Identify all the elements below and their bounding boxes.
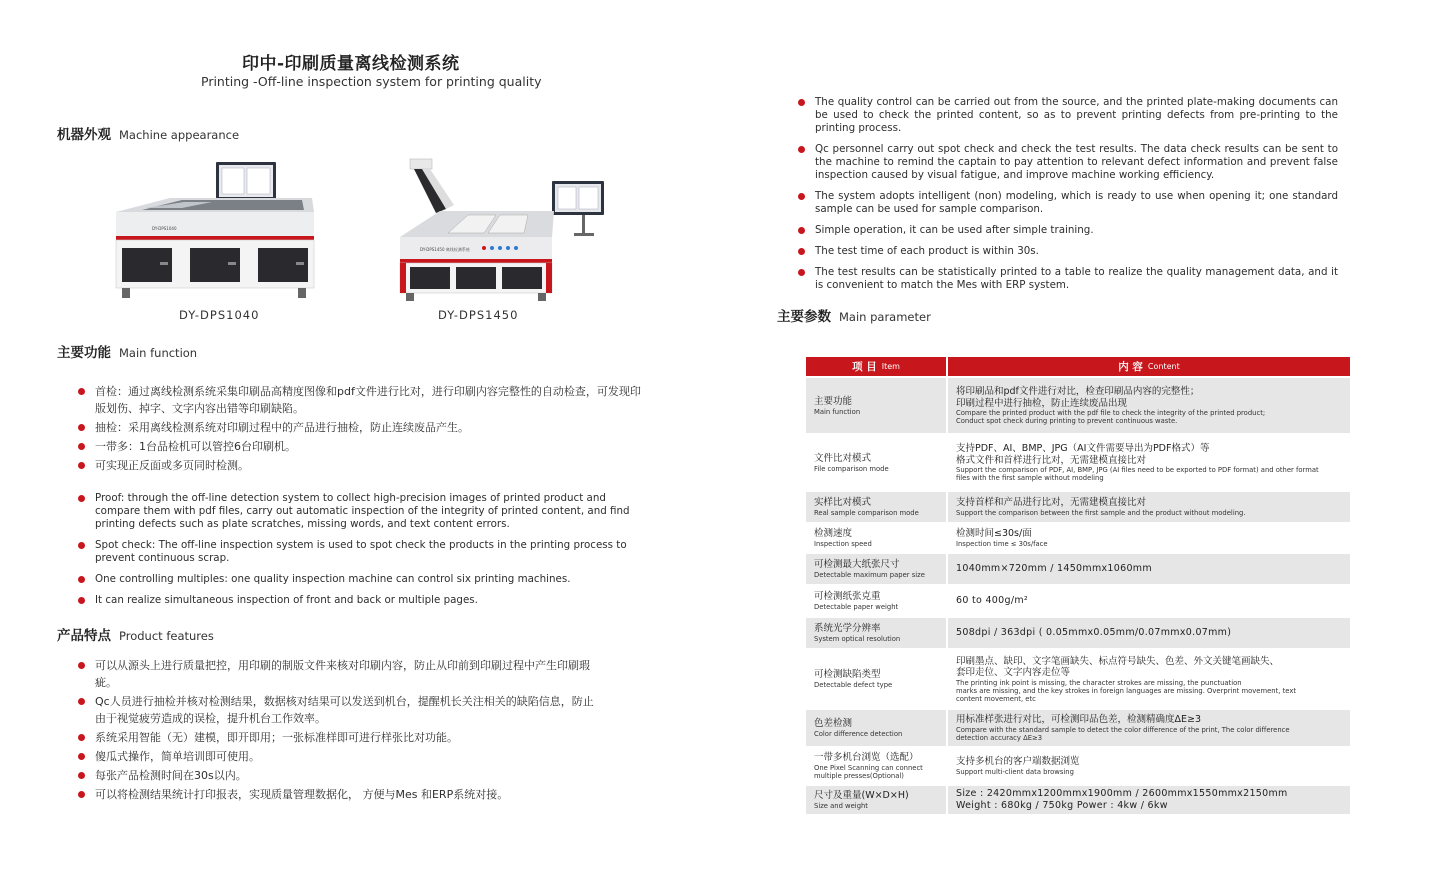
param-value-en: detection accuracy ΔE≥3 bbox=[956, 733, 1043, 742]
param-value-cn: 用标准样张进行对比，可检测印品色差，检测精确度ΔE≥3 bbox=[956, 714, 1202, 726]
param-value-cn: 检测时间≤30s/面 bbox=[956, 528, 1032, 540]
param-value-cell bbox=[948, 748, 1350, 784]
param-value-cn: 支持PDF、AI、BMP、JPG（AI文件需要导出为PDF格式）等 bbox=[956, 443, 1210, 454]
param-value-cell bbox=[948, 786, 1350, 814]
param-label-en: Size and weight bbox=[814, 802, 868, 810]
param-value-en: Support multi-client data browsing bbox=[956, 767, 1074, 776]
param-label-en: Color difference detection bbox=[814, 730, 903, 738]
param-label-cell bbox=[806, 554, 946, 584]
param-value-cn: 印刷墨点、缺印、文字笔画缺失、标点符号缺失、色差、外文关键笔画缺失、 bbox=[956, 655, 1280, 667]
section-heading-en: Main function bbox=[119, 346, 198, 360]
list-item: Proof: through the off-line detection system to collect high-precision images of printed product and compare them with pdf files, carry out automatic inspection of the integrity of printed content, and find printing defects such as plate scratches, missing words, and text content errors. bbox=[78, 492, 642, 531]
param-label-cn: 尺寸及重量(W×D×H) bbox=[814, 790, 909, 801]
table-row bbox=[806, 378, 1350, 433]
machine-model-label: DY-DPS1040 bbox=[179, 308, 260, 322]
bullet-icon bbox=[78, 424, 85, 431]
param-value-en: Support the comparison of PDF, AI, BMP, JPG (AI files need to be exported to PDF format) and other format bbox=[956, 466, 1319, 474]
table-row bbox=[806, 435, 1350, 490]
param-label-cell bbox=[806, 492, 946, 522]
list-item: The quality control can be carried out from the source, and the printed plate-making documents can be used to check the printed content, so as to prevent printing defects from pre-printing to the printing process. bbox=[798, 96, 1338, 135]
param-value-cn: Size : 2420mmx1200mmx1900mm / 2600mmx1550mmx2150mm bbox=[956, 788, 1288, 799]
machine-dps1450-image bbox=[396, 153, 608, 305]
list-item: 一带多：1台品检机可以管控6台印刷机。 bbox=[78, 438, 644, 455]
table-row bbox=[806, 586, 1350, 616]
list-item: Simple operation, it can be used after simple training. bbox=[798, 224, 1338, 237]
param-label-cn: 实样比对模式 bbox=[814, 497, 872, 508]
section-heading-cn: 主要功能 bbox=[57, 345, 111, 361]
param-label-en: Detectable maximum paper size bbox=[814, 571, 925, 579]
main-function-list-cn bbox=[78, 383, 644, 476]
param-label-cell bbox=[806, 650, 946, 708]
bullet-icon bbox=[798, 193, 805, 200]
param-label-cn: 一带多机台浏览（选配） bbox=[814, 752, 919, 763]
bullet-icon bbox=[78, 443, 85, 450]
machine-model-label: DY-DPS1450 bbox=[438, 308, 519, 322]
bullet-icon bbox=[78, 388, 85, 395]
column-header-content: 内 容 Content bbox=[948, 357, 1350, 376]
param-value-cn: 支持多机台的客户端数据浏览 bbox=[956, 756, 1080, 768]
product-features-list-cn bbox=[78, 657, 604, 805]
param-label-cell bbox=[806, 618, 946, 648]
bullet-icon bbox=[798, 248, 805, 255]
param-label-cn: 文件比对模式 bbox=[814, 452, 872, 464]
param-value-cn: 将印刷品和pdf文件进行对比，检查印刷品内容的完整性； bbox=[956, 386, 1200, 397]
param-label-en: File comparison mode bbox=[814, 464, 889, 473]
param-value-cell bbox=[948, 378, 1350, 433]
list-item: 可以将检测结果统计打印报表，实现质量管理数据化， 方便与Mes 和ERP系统对接。 bbox=[78, 786, 604, 803]
param-label-en: Detectable defect type bbox=[814, 681, 893, 689]
table-row bbox=[806, 786, 1350, 814]
list-item: 每张产品检测时间在30s以内。 bbox=[78, 767, 604, 784]
section-heading-en: Machine appearance bbox=[119, 128, 240, 142]
param-value-en: The printing ink point is missing, the character strokes are missing, the punctuation bbox=[956, 678, 1242, 687]
table-row bbox=[806, 524, 1350, 552]
param-label-cn: 系统光学分辨率 bbox=[814, 623, 881, 634]
bullet-icon bbox=[78, 462, 85, 469]
list-item: 系统采用智能（无）建模，即开即用；一张标准样即可进行样张比对功能。 bbox=[78, 729, 604, 746]
table-header bbox=[806, 357, 1350, 376]
table-row bbox=[806, 618, 1350, 648]
bullet-icon bbox=[78, 772, 85, 779]
section-heading-cn: 产品特点 bbox=[57, 628, 111, 644]
list-item: The system adopts intelligent (non) modeling, which is ready to use when opening it; one standard sample can be used for sample comparison. bbox=[798, 190, 1338, 216]
param-value-cell bbox=[948, 618, 1350, 648]
list-item: 抽检：采用离线检测系统对印刷过程中的产品进行抽检，防止连续废品产生。 bbox=[78, 419, 644, 436]
page-title-cn: 印中-印刷质量离线检测系统 bbox=[242, 54, 460, 74]
product-features-list-en bbox=[798, 96, 1338, 300]
bullet-icon bbox=[798, 227, 805, 234]
list-item: The test results can be statistically printed to a table to realize the quality management data, and it is convenient to match the Mes with ERP system. bbox=[798, 266, 1338, 292]
table-row bbox=[806, 492, 1350, 522]
param-value-cell bbox=[948, 492, 1350, 522]
section-machine-appearance bbox=[57, 123, 239, 143]
param-value-cell bbox=[948, 435, 1350, 490]
bullet-icon bbox=[78, 698, 85, 705]
param-label-cn: 检测速度 bbox=[814, 528, 853, 539]
param-value-en: Support the comparison between the first sample and the product without modeling. bbox=[956, 508, 1246, 517]
param-value-en: content movement, etc bbox=[956, 694, 1036, 703]
bullet-icon bbox=[78, 495, 85, 502]
param-label-cell bbox=[806, 524, 946, 552]
list-item: One controlling multiples: one quality inspection machine can control six printing machines. bbox=[78, 573, 642, 586]
param-label-en: Main function bbox=[814, 407, 861, 416]
parameter-table bbox=[806, 357, 1350, 814]
param-value-en: marks are missing, and the key strokes in foreign languages are missing. Overprint movement, text bbox=[956, 686, 1297, 695]
param-value-en: Compare with the standard sample to detect the color difference of the print, The color difference bbox=[956, 725, 1290, 734]
param-value-cn: 1040mm×720mm / 1450mmx1060mm bbox=[956, 563, 1152, 574]
list-item: 傻瓜式操作，简单培训即可使用。 bbox=[78, 748, 604, 765]
page-title-en: Printing -Off-line inspection system for printing quality bbox=[201, 74, 542, 89]
table-row bbox=[806, 748, 1350, 784]
table-row bbox=[806, 554, 1350, 584]
param-label-cn: 可检测最大纸张尺寸 bbox=[814, 559, 900, 570]
param-label-cn: 色差检测 bbox=[814, 718, 853, 729]
list-item: It can realize simultaneous inspection of front and back or multiple pages. bbox=[78, 594, 642, 607]
param-value-en: files with the first sample without modeling bbox=[956, 474, 1104, 482]
list-item: 可实现正反面或多页同时检测。 bbox=[78, 457, 644, 474]
param-value-en: Conduct spot check during printing to prevent continuous waste. bbox=[956, 417, 1178, 425]
bullet-icon bbox=[798, 146, 805, 153]
param-label-cell bbox=[806, 586, 946, 616]
section-heading-cn: 机器外观 bbox=[57, 127, 111, 143]
bullet-icon bbox=[78, 791, 85, 798]
param-value-cn: 格式文件和首样进行比对，无需建模直接比对 bbox=[956, 454, 1147, 466]
param-label-cn: 可检测缺陷类型 bbox=[814, 669, 881, 680]
column-header-item: 项 目 Item bbox=[806, 357, 946, 376]
param-label-en: System optical resolution bbox=[814, 635, 901, 643]
bullet-icon bbox=[78, 576, 85, 583]
param-value-en: Inspection time ≤ 30s/face bbox=[956, 539, 1048, 548]
table-row bbox=[806, 710, 1350, 746]
param-value-cn: Weight : 680kg / 750kg Power : 4kw / 6kw bbox=[956, 800, 1168, 811]
list-item: Qc人员进行抽检并核对检测结果，数据核对结果可以发送到机台，提醒机长关注相关的缺陷信息，防止由于视觉疲劳造成的误检，提升机台工作效率。 bbox=[78, 693, 604, 727]
machine-badge: DY-DPS1450 离线检测系统 bbox=[420, 247, 470, 252]
section-heading-cn: 主要参数 bbox=[777, 309, 831, 325]
list-item: 可以从源头上进行质量把控，用印刷的制版文件来核对印刷内容，防止从印前到印刷过程中产生印刷瑕疵。 bbox=[78, 657, 604, 691]
section-product-features bbox=[57, 624, 214, 644]
param-value-cell bbox=[948, 586, 1350, 616]
param-label-cell bbox=[806, 710, 946, 746]
param-value-cn: 60 to 400g/m² bbox=[956, 595, 1028, 606]
param-value-cn: 508dpi / 363dpi ( 0.05mmx0.05mm/0.07mmx0.07mm) bbox=[956, 627, 1232, 638]
param-label-en: Inspection speed bbox=[814, 540, 872, 548]
param-label-cell bbox=[806, 378, 946, 433]
table-body bbox=[806, 378, 1350, 814]
param-label-cell bbox=[806, 786, 946, 814]
list-item: Spot check: The off-line inspection system is used to spot check the products in the printing process to prevent continuous scrap. bbox=[78, 539, 642, 565]
param-value-en: Compare the printed product with the pdf file to check the integrity of the printed product; bbox=[956, 409, 1266, 417]
param-label-en: Real sample comparison mode bbox=[814, 509, 919, 517]
section-main-parameter bbox=[777, 305, 931, 325]
bullet-icon bbox=[798, 269, 805, 276]
machine-badge: DY-DPS1040 bbox=[152, 226, 177, 231]
section-heading-en: Product features bbox=[119, 629, 214, 643]
section-heading-en: Main parameter bbox=[839, 310, 931, 324]
section-main-function bbox=[57, 341, 197, 361]
param-label-cell bbox=[806, 748, 946, 784]
param-value-cn: 套印走位、文字内容走位等 bbox=[956, 667, 1071, 678]
list-item: The test time of each product is within 30s. bbox=[798, 245, 1338, 258]
param-value-cell bbox=[948, 554, 1350, 584]
bullet-icon bbox=[798, 99, 805, 106]
param-label-en: One Pixel Scanning can connect multiple presses(Optional) bbox=[814, 764, 923, 780]
machine-dps1040-image bbox=[112, 160, 322, 305]
param-value-cell bbox=[948, 524, 1350, 552]
main-function-list-en bbox=[78, 492, 642, 615]
list-item: Qc personnel carry out spot check and check the test results. The data check results can be sent to the machine to remind the captain to pay attention to relevant defect information and prevent false inspection caused by visual fatigue, and improve machine working efficiency. bbox=[798, 143, 1338, 182]
bullet-icon bbox=[78, 597, 85, 604]
param-label-cn: 主要功能 bbox=[814, 395, 853, 407]
table-row bbox=[806, 650, 1350, 708]
param-value-cell bbox=[948, 650, 1350, 708]
param-label-cn: 可检测纸张克重 bbox=[814, 591, 881, 602]
param-value-cn: 支持首样和产品进行比对，无需建模直接比对 bbox=[956, 497, 1147, 509]
bullet-icon bbox=[78, 753, 85, 760]
param-value-cn: 印刷过程中进行抽检，防止连续废品出现 bbox=[956, 397, 1128, 409]
bullet-icon bbox=[78, 542, 85, 549]
bullet-icon bbox=[78, 662, 85, 669]
bullet-icon bbox=[78, 734, 85, 741]
param-label-cell bbox=[806, 435, 946, 490]
param-label-en: Detectable paper weight bbox=[814, 603, 899, 611]
list-item: 首检：通过离线检测系统采集印刷品高精度图像和pdf文件进行比对，进行印刷内容完整性的自动检查，可发现印版划伤、掉字、文字内容出错等印刷缺陷。 bbox=[78, 383, 644, 417]
param-value-cell bbox=[948, 710, 1350, 746]
